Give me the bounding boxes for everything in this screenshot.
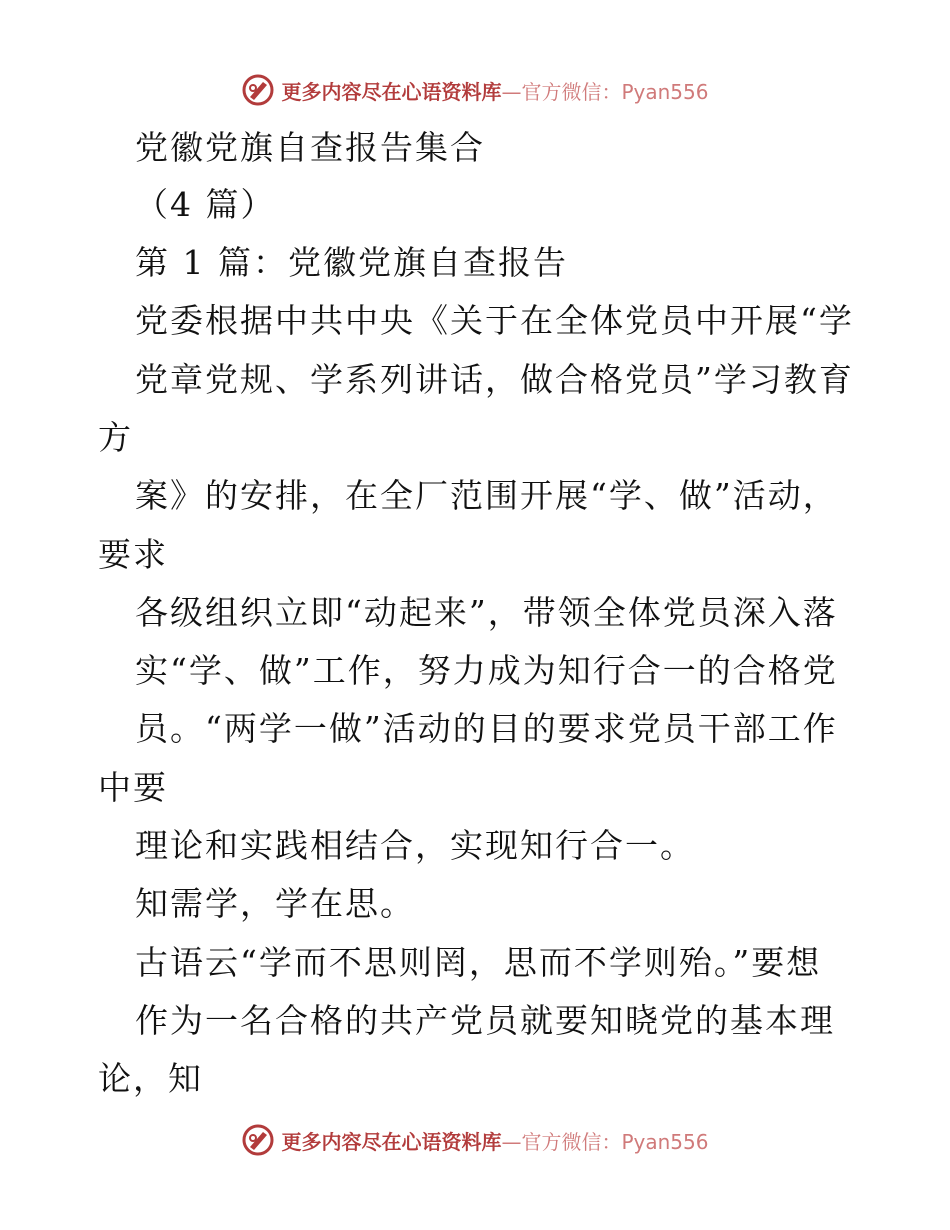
pen-circle-logo-icon <box>241 73 275 107</box>
section-heading: 第 1 篇：党徽党旗自查报告 <box>135 243 568 282</box>
paragraph-line: 古语云“学而不思则罔，思而不学则殆。”要想 <box>135 943 822 982</box>
watermark-brand-text: 更多内容尽在心语资料库 <box>281 1129 502 1154</box>
paragraph-line: 案》的安排，在全厂范围开展“学、做”活动， <box>135 476 838 515</box>
paragraph-line: 知需学，学在思。 <box>135 884 415 923</box>
paragraph-line: 员。“两学一做”活动的目的要求党员干部工作 <box>135 709 838 748</box>
paragraph-line: 实“学、做”工作，努力成为知行合一的合格党 <box>135 651 838 690</box>
paragraph-line: 理论和实践相结合，实现知行合一。 <box>135 826 695 865</box>
watermark-brand-text: 更多内容尽在心语资料库 <box>281 79 502 104</box>
paragraph-line: 党委根据中共中央《关于在全体党员中开展“学 <box>135 301 854 340</box>
header-watermark <box>0 70 950 110</box>
paragraph-line: 要求 <box>98 535 168 574</box>
pen-circle-logo-icon <box>241 1123 275 1157</box>
watermark-official-text: —官方微信：Pyan556 <box>501 79 709 104</box>
paragraph-line: 方 <box>98 418 133 457</box>
document-title-count: （4 篇） <box>135 185 276 224</box>
paragraph-line: 论，知 <box>98 1059 203 1098</box>
paragraph-line: 作为一名合格的共产党员就要知晓党的基本理 <box>135 1001 835 1040</box>
paragraph-line: 党章党规、学系列讲话，做合格党员”学习教育 <box>135 360 854 399</box>
paragraph-line: 各级组织立即“动起来”，带领全体党员深入落 <box>135 593 838 632</box>
footer-watermark <box>0 1120 950 1160</box>
watermark-official-text: —官方微信：Pyan556 <box>501 1129 709 1154</box>
paragraph-line: 中要 <box>98 768 168 807</box>
document-title: 党徽党旗自查报告集合 <box>135 128 485 167</box>
